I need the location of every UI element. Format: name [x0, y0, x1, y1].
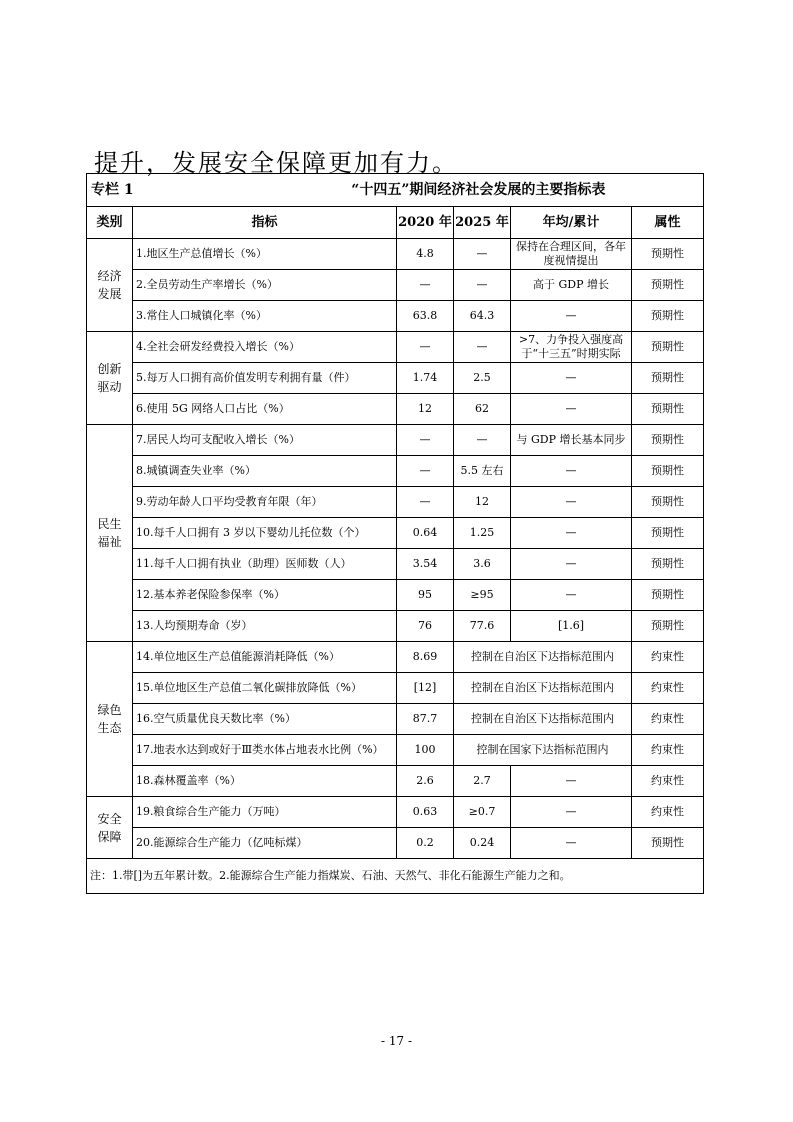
annual-cell: —: [511, 518, 632, 549]
value-2020-cell: 4.8: [397, 239, 454, 270]
category-cell: 民生 福祉: [87, 425, 133, 642]
category-cell: 经济 发展: [87, 239, 133, 332]
annual-cell: —: [511, 549, 632, 580]
annual-cell: —: [511, 487, 632, 518]
attribute-cell: 预期性: [632, 394, 704, 425]
indicator-cell: 18.森林覆盖率（%）: [133, 766, 397, 797]
table-row: [87, 611, 704, 642]
indicator-cell: 3.常住人口城镇化率（%）: [133, 301, 397, 332]
indicator-cell: 11.每千人口拥有执业（助理）医师数（人）: [133, 549, 397, 580]
value-2025-cell: 77.6: [454, 611, 511, 642]
attribute-cell: 约束性: [632, 735, 704, 766]
value-2020-cell: 63.8: [397, 301, 454, 332]
attribute-cell: 预期性: [632, 332, 704, 363]
header-attribute: 属性: [632, 207, 704, 239]
table-row: [87, 270, 704, 301]
value-2025-cell: 0.24: [454, 828, 511, 859]
value-2025-cell: 2.5: [454, 363, 511, 394]
attribute-cell: 预期性: [632, 425, 704, 456]
table-row: [87, 518, 704, 549]
value-2025-cell: 1.25: [454, 518, 511, 549]
table-row: [87, 766, 704, 797]
value-2020-cell: 95: [397, 580, 454, 611]
category-cell: 绿色 生态: [87, 642, 133, 797]
indicator-cell: 1.地区生产总值增长（%）: [133, 239, 397, 270]
table-row: [87, 580, 704, 611]
attribute-cell: 约束性: [632, 642, 704, 673]
table-header-row: [87, 207, 704, 239]
intro-text: 提升，发展安全保障更加有力。: [94, 149, 458, 177]
value-2025-cell: ≥95: [454, 580, 511, 611]
indicator-cell: 7.居民人均可支配收入增长（%）: [133, 425, 397, 456]
attribute-cell: 预期性: [632, 518, 704, 549]
table-title-row: [87, 174, 704, 207]
annual-cell: —: [511, 797, 632, 828]
annual-cell: 保持在合理区间，各年度视情提出: [511, 239, 632, 270]
page-number: - 17 -: [380, 1034, 412, 1048]
value-2020-cell: —: [397, 487, 454, 518]
indicator-cell: 6.使用 5G 网络人口占比（%）: [133, 394, 397, 425]
merged-target-cell: 控制在自治区下达指标范围内: [454, 673, 632, 704]
annual-cell: —: [511, 394, 632, 425]
value-2025-cell: 62: [454, 394, 511, 425]
value-2020-cell: 0.2: [397, 828, 454, 859]
table-row: [87, 797, 704, 828]
annual-cell: >7、力争投入强度高于“十三五”时期实际: [511, 332, 632, 363]
value-2020-cell: 12: [397, 394, 454, 425]
annual-cell: —: [511, 766, 632, 797]
value-2020-cell: 100: [397, 735, 454, 766]
value-2020-cell: 1.74: [397, 363, 454, 394]
merged-target-cell: 控制在国家下达指标范围内: [454, 735, 632, 766]
value-2020-cell: 8.69: [397, 642, 454, 673]
indicator-cell: 19.粮食综合生产能力（万吨）: [133, 797, 397, 828]
attribute-cell: 预期性: [632, 487, 704, 518]
value-2020-cell: 3.54: [397, 549, 454, 580]
value-2020-cell: [12]: [397, 673, 454, 704]
category-cell: 安全 保障: [87, 797, 133, 859]
value-2025-cell: —: [454, 270, 511, 301]
attribute-cell: 预期性: [632, 363, 704, 394]
indicator-cell: 9.劳动年龄人口平均受教育年限（年）: [133, 487, 397, 518]
annual-cell: —: [511, 828, 632, 859]
table-row: [87, 673, 704, 704]
table-row: [87, 828, 704, 859]
value-2025-cell: 5.5 左右: [454, 456, 511, 487]
indicator-cell: 4.全社会研发经费投入增长（%）: [133, 332, 397, 363]
indicator-cell: 13.人均预期寿命（岁）: [133, 611, 397, 642]
value-2025-cell: 3.6: [454, 549, 511, 580]
value-2020-cell: 0.64: [397, 518, 454, 549]
table-row: [87, 239, 704, 270]
annual-cell: —: [511, 580, 632, 611]
table-title-cell: [87, 174, 704, 207]
annual-cell: —: [511, 301, 632, 332]
header-indicator: 指标: [133, 207, 397, 239]
header-category: 类别: [87, 207, 133, 239]
indicator-cell: 8.城镇调查失业率（%）: [133, 456, 397, 487]
attribute-cell: 约束性: [632, 673, 704, 704]
value-2025-cell: 64.3: [454, 301, 511, 332]
attribute-cell: 预期性: [632, 239, 704, 270]
value-2025-cell: ≥0.7: [454, 797, 511, 828]
indicator-cell: 14.单位地区生产总值能源消耗降低（%）: [133, 642, 397, 673]
table-row: [87, 425, 704, 456]
indicator-table: [86, 173, 704, 894]
table-row: [87, 363, 704, 394]
value-2020-cell: 0.63: [397, 797, 454, 828]
annual-cell: 与 GDP 增长基本同步: [511, 425, 632, 456]
table-row: [87, 549, 704, 580]
category-cell: 创新 驱动: [87, 332, 133, 425]
attribute-cell: 预期性: [632, 828, 704, 859]
column-label: 专栏 1: [91, 182, 134, 198]
header-2025: 2025 年: [454, 207, 511, 239]
indicator-cell: 10.每千人口拥有 3 岁以下婴幼儿托位数（个）: [133, 518, 397, 549]
table-row: [87, 487, 704, 518]
indicator-cell: 5.每万人口拥有高价值发明专利拥有量（件）: [133, 363, 397, 394]
indicator-cell: 17.地表水达到或好于Ⅲ类水体占地表水比例（%）: [133, 735, 397, 766]
merged-target-cell: 控制在自治区下达指标范围内: [454, 704, 632, 735]
value-2025-cell: —: [454, 332, 511, 363]
table-row: [87, 642, 704, 673]
header-2020: 2020 年: [397, 207, 454, 239]
table-row: [87, 735, 704, 766]
attribute-cell: 预期性: [632, 580, 704, 611]
value-2020-cell: —: [397, 456, 454, 487]
attribute-cell: 预期性: [632, 456, 704, 487]
value-2025-cell: —: [454, 425, 511, 456]
table-row: [87, 301, 704, 332]
table-row: [87, 704, 704, 735]
table-row: [87, 332, 704, 363]
value-2020-cell: —: [397, 425, 454, 456]
attribute-cell: 预期性: [632, 611, 704, 642]
table-title: “十四五”期间经济社会发展的主要指标表: [351, 182, 606, 198]
annual-cell: 高于 GDP 增长: [511, 270, 632, 301]
annual-cell: —: [511, 456, 632, 487]
table-row: [87, 456, 704, 487]
indicator-cell: 20.能源综合生产能力（亿吨标煤）: [133, 828, 397, 859]
header-annual: 年均/累计: [511, 207, 632, 239]
value-2020-cell: 2.6: [397, 766, 454, 797]
indicator-cell: 16.空气质量优良天数比率（%）: [133, 704, 397, 735]
attribute-cell: 约束性: [632, 797, 704, 828]
value-2020-cell: 87.7: [397, 704, 454, 735]
value-2025-cell: 2.7: [454, 766, 511, 797]
merged-target-cell: 控制在自治区下达指标范围内: [454, 642, 632, 673]
attribute-cell: 约束性: [632, 704, 704, 735]
attribute-cell: 预期性: [632, 549, 704, 580]
indicator-cell: 2.全员劳动生产率增长（%）: [133, 270, 397, 301]
value-2025-cell: 12: [454, 487, 511, 518]
annual-cell: —: [511, 363, 632, 394]
table-note: 注：1.带[]为五年累计数。2.能源综合生产能力指煤炭、石油、天然气、非化石能源生产能力之和。: [87, 859, 704, 894]
table-note-row: [87, 859, 704, 894]
attribute-cell: 预期性: [632, 270, 704, 301]
attribute-cell: 约束性: [632, 766, 704, 797]
indicator-cell: 12.基本养老保险参保率（%）: [133, 580, 397, 611]
attribute-cell: 预期性: [632, 301, 704, 332]
value-2020-cell: —: [397, 270, 454, 301]
indicator-cell: 15.单位地区生产总值二氧化碳排放降低（%）: [133, 673, 397, 704]
table-row: [87, 394, 704, 425]
annual-cell: [1.6]: [511, 611, 632, 642]
value-2020-cell: —: [397, 332, 454, 363]
value-2020-cell: 76: [397, 611, 454, 642]
value-2025-cell: —: [454, 239, 511, 270]
